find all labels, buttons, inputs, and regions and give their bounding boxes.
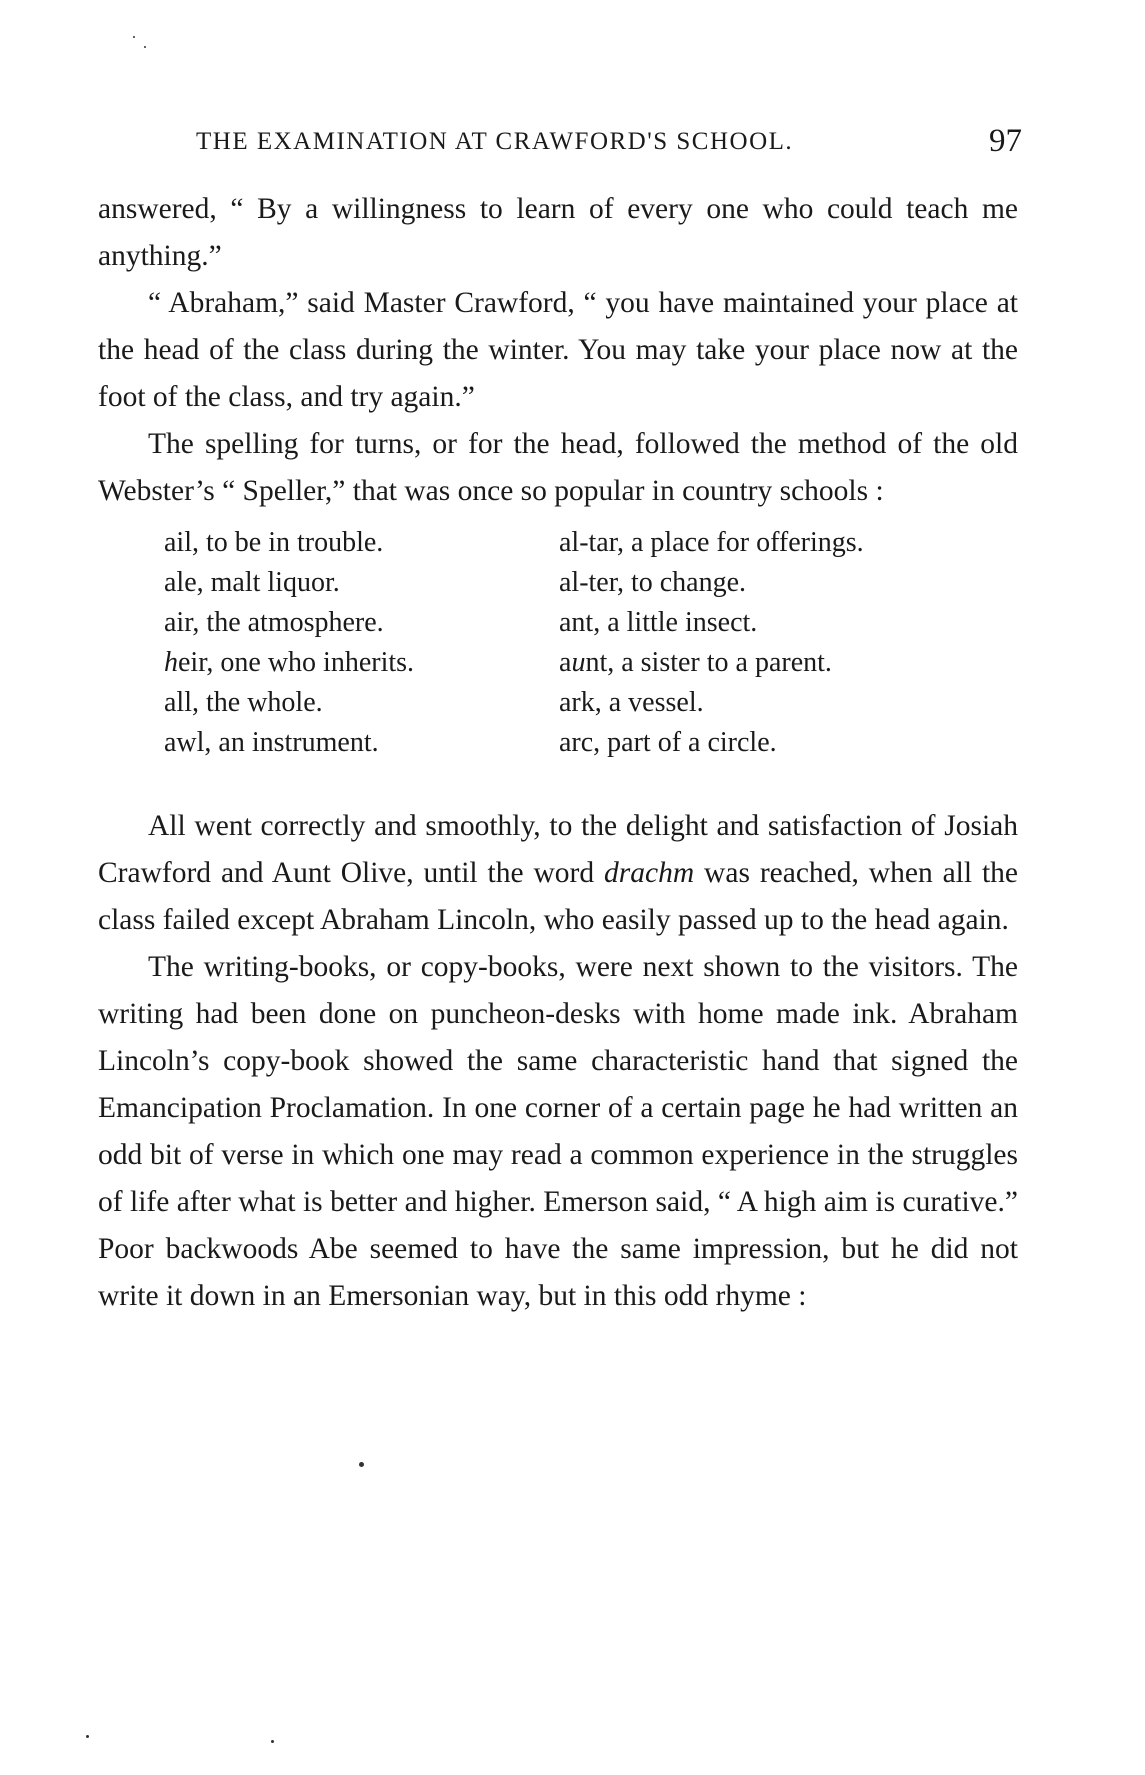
paragraph-answer: answered, “ By a willingness to learn of every one who could teach me anything.” [98, 193, 1018, 272]
running-title: THE EXAMINATION AT CRAWFORD'S SCHOOL. [196, 128, 794, 155]
body-text [98, 186, 1018, 1320]
paragraph-spelling-method: The spelling for turns, or for the head, followed the method of the old Webster’s “ Speller,” that was once so popular in country schools : [98, 428, 1018, 507]
word-entry: ail, to be in trouble. [164, 527, 384, 558]
word-entry: al-tar, a place for offerings. [559, 527, 864, 558]
word-entry: ark, a vessel. [559, 687, 704, 718]
word-list-left-column [164, 523, 559, 763]
paragraph-copy-books: The writing-books, or copy-books, were next shown to the visitors. The writing had been done on puncheon-desks with home made ink. Abraham Lincoln’s copy-book showed the same characteristic hand that signed the Emancipation Proclamation. In one corner of a certain page he had written an odd bit of verse in which one may read a common experience in the struggles of life after what is better and higher. Emerson said, “ A high aim is curative.” Poor backwoods Abe seemed to have the same impression, but he did not write it down in an Emersonian way, but in this odd rhyme : [98, 951, 1018, 1312]
word-list-right-column [559, 523, 979, 763]
word-entry: aunt, a sister to a parent. [559, 647, 832, 678]
page-number: 97 [989, 123, 1022, 159]
word-entry: heir, one who inherits. [164, 647, 415, 678]
word-entry: ale, malt liquor. [164, 567, 340, 598]
paragraph-crawford-speech: “ Abraham,” said Master Crawford, “ you have maintained your place at the head of the class during the winter. You may take your place now at the foot of the class, and try again.” [98, 287, 1018, 413]
word-entry: awl, an instrument. [164, 727, 379, 758]
running-head [196, 122, 1026, 162]
word-entry: arc, part of a circle. [559, 727, 777, 758]
spelling-word-list [164, 523, 1018, 763]
word-entry: al-ter, to change. [559, 567, 747, 598]
word-entry: all, the whole. [164, 687, 323, 718]
word-entry: air, the atmosphere. [164, 607, 384, 638]
italic-word-drachm: drachm [604, 857, 695, 889]
word-entry: ant, a little insect. [559, 607, 758, 638]
paragraph-drachm: All went correctly and smoothly, to the delight and satisfaction of Josiah Crawford and Aunt Olive, until the word drachm was reached, when all the class failed except Abraham Lincoln, who easily passed up to the head again. [98, 810, 1019, 936]
